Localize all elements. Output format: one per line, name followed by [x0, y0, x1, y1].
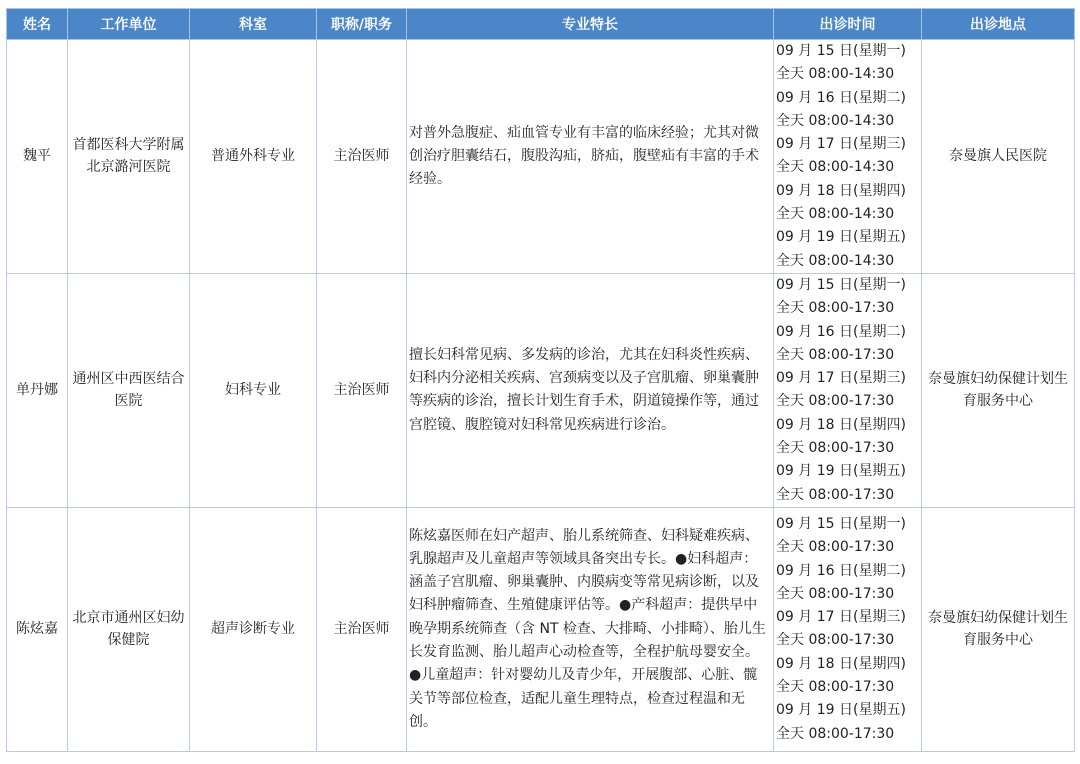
doctor-schedule-table-wrapper [6, 8, 1074, 752]
schedule-line: 全天 08:00-17:30 [776, 440, 895, 457]
schedule-line: 全天 08:00-17:30 [776, 585, 895, 602]
work-unit: 通州区中西医结合医院 [68, 273, 190, 507]
schedule-line: 全天 08:00-17:30 [776, 679, 895, 696]
doctor-name: 魏平 [7, 40, 68, 274]
schedule-line: 全天 08:00-17:30 [776, 725, 895, 742]
department: 普通外科专业 [190, 40, 317, 274]
table-row [7, 507, 1075, 751]
schedule-line: 全天 08:00-14:30 [776, 206, 895, 223]
schedule-line: 09 月 18 日(星期四) [776, 655, 906, 672]
header-location: 出诊地点 [922, 9, 1075, 40]
job-title: 主治医师 [317, 273, 407, 507]
schedule-line: 全天 08:00-17:30 [776, 632, 895, 649]
schedule-line: 09 月 19 日(星期五) [776, 702, 906, 719]
doctor-name: 单丹娜 [7, 273, 68, 507]
header-title: 职称/职务 [317, 9, 407, 40]
header-schedule: 出诊时间 [774, 9, 922, 40]
work-unit: 首都医科大学附属北京潞河医院 [68, 40, 190, 274]
work-unit: 北京市通州区妇幼保健院 [68, 507, 190, 751]
schedule-line: 全天 08:00-17:30 [776, 346, 895, 363]
schedule-line: 09 月 19 日(星期五) [776, 229, 906, 246]
schedule-line: 09 月 19 日(星期五) [776, 463, 906, 480]
job-title: 主治医师 [317, 40, 407, 274]
clinic-location: 奈曼旗妇幼保健计划生育服务中心 [922, 507, 1075, 751]
schedule-line: 09 月 15 日(星期一) [776, 276, 906, 293]
schedule-line: 09 月 16 日(星期二) [776, 323, 906, 340]
schedule-line: 全天 08:00-14:30 [776, 159, 895, 176]
schedule-line: 09 月 15 日(星期一) [776, 515, 906, 532]
header-dept: 科室 [190, 9, 317, 40]
schedule-line: 全天 08:00-17:30 [776, 539, 895, 556]
doctor-schedule-table [6, 8, 1075, 752]
department: 妇科专业 [190, 273, 317, 507]
specialty-text: 对普外急腹症、疝血管专业有丰富的临床经验；尤其对微创治疗胆囊结石，腹股沟疝，脐疝，腹壁疝有丰富的手术经验。 [407, 40, 774, 274]
schedule-cell [774, 40, 922, 274]
header-name: 姓名 [7, 9, 68, 40]
header-specialty: 专业特长 [407, 9, 774, 40]
specialty-text: 陈炫嘉医师在妇产超声、胎儿系统筛查、妇科疑难疾病、乳腺超声及儿童超声等领域具备突出专长。●妇科超声：涵盖子宫肌瘤、卵巢囊肿、内膜病变等常见病诊断，以及妇科肿瘤筛查、生殖健康评估等。●产科超声：提供早中晚孕期系统筛查（含 NT 检查、大排畸、小排畸）、胎儿生长发育监测、胎儿超声心动检查等，全程护航母婴安全。 ●儿童超声：针对婴幼儿及青少年，开展腹部、心脏、髋关节等部位检查，适配儿童生理特点，检查过程温和无创。 [407, 507, 774, 751]
schedule-cell [774, 507, 922, 751]
schedule-line: 全天 08:00-14:30 [776, 66, 895, 83]
job-title: 主治医师 [317, 507, 407, 751]
schedule-line: 09 月 16 日(星期二) [776, 89, 906, 106]
schedule-line: 09 月 18 日(星期四) [776, 182, 906, 199]
clinic-location: 奈曼旗妇幼保健计划生育服务中心 [922, 273, 1075, 507]
schedule-line: 09 月 17 日(星期三) [776, 370, 906, 387]
schedule-line: 09 月 17 日(星期三) [776, 609, 906, 626]
schedule-line: 全天 08:00-14:30 [776, 252, 895, 269]
table-row [7, 273, 1075, 507]
table-header-row [7, 9, 1075, 40]
schedule-line: 09 月 16 日(星期二) [776, 562, 906, 579]
schedule-cell [774, 273, 922, 507]
header-unit: 工作单位 [68, 9, 190, 40]
department: 超声诊断专业 [190, 507, 317, 751]
doctor-name: 陈炫嘉 [7, 507, 68, 751]
schedule-line: 全天 08:00-14:30 [776, 112, 895, 129]
schedule-line: 09 月 15 日(星期一) [776, 43, 906, 59]
table-row [7, 40, 1075, 274]
specialty-text: 擅长妇科常见病、多发病的诊治，尤其在妇科炎性疾病、妇科内分泌相关疾病、宫颈病变以及子宫肌瘤、卵巢囊肿等疾病的诊治，擅长计划生育手术，阴道镜操作等，通过宫腔镜、腹腔镜对妇科常见疾病进行诊治。 [407, 273, 774, 507]
schedule-line: 全天 08:00-17:30 [776, 486, 895, 503]
schedule-line: 全天 08:00-17:30 [776, 393, 895, 410]
schedule-line: 09 月 18 日(星期四) [776, 416, 906, 433]
schedule-line: 全天 08:00-17:30 [776, 300, 895, 317]
clinic-location: 奈曼旗人民医院 [922, 40, 1075, 274]
schedule-line: 09 月 17 日(星期三) [776, 136, 906, 153]
